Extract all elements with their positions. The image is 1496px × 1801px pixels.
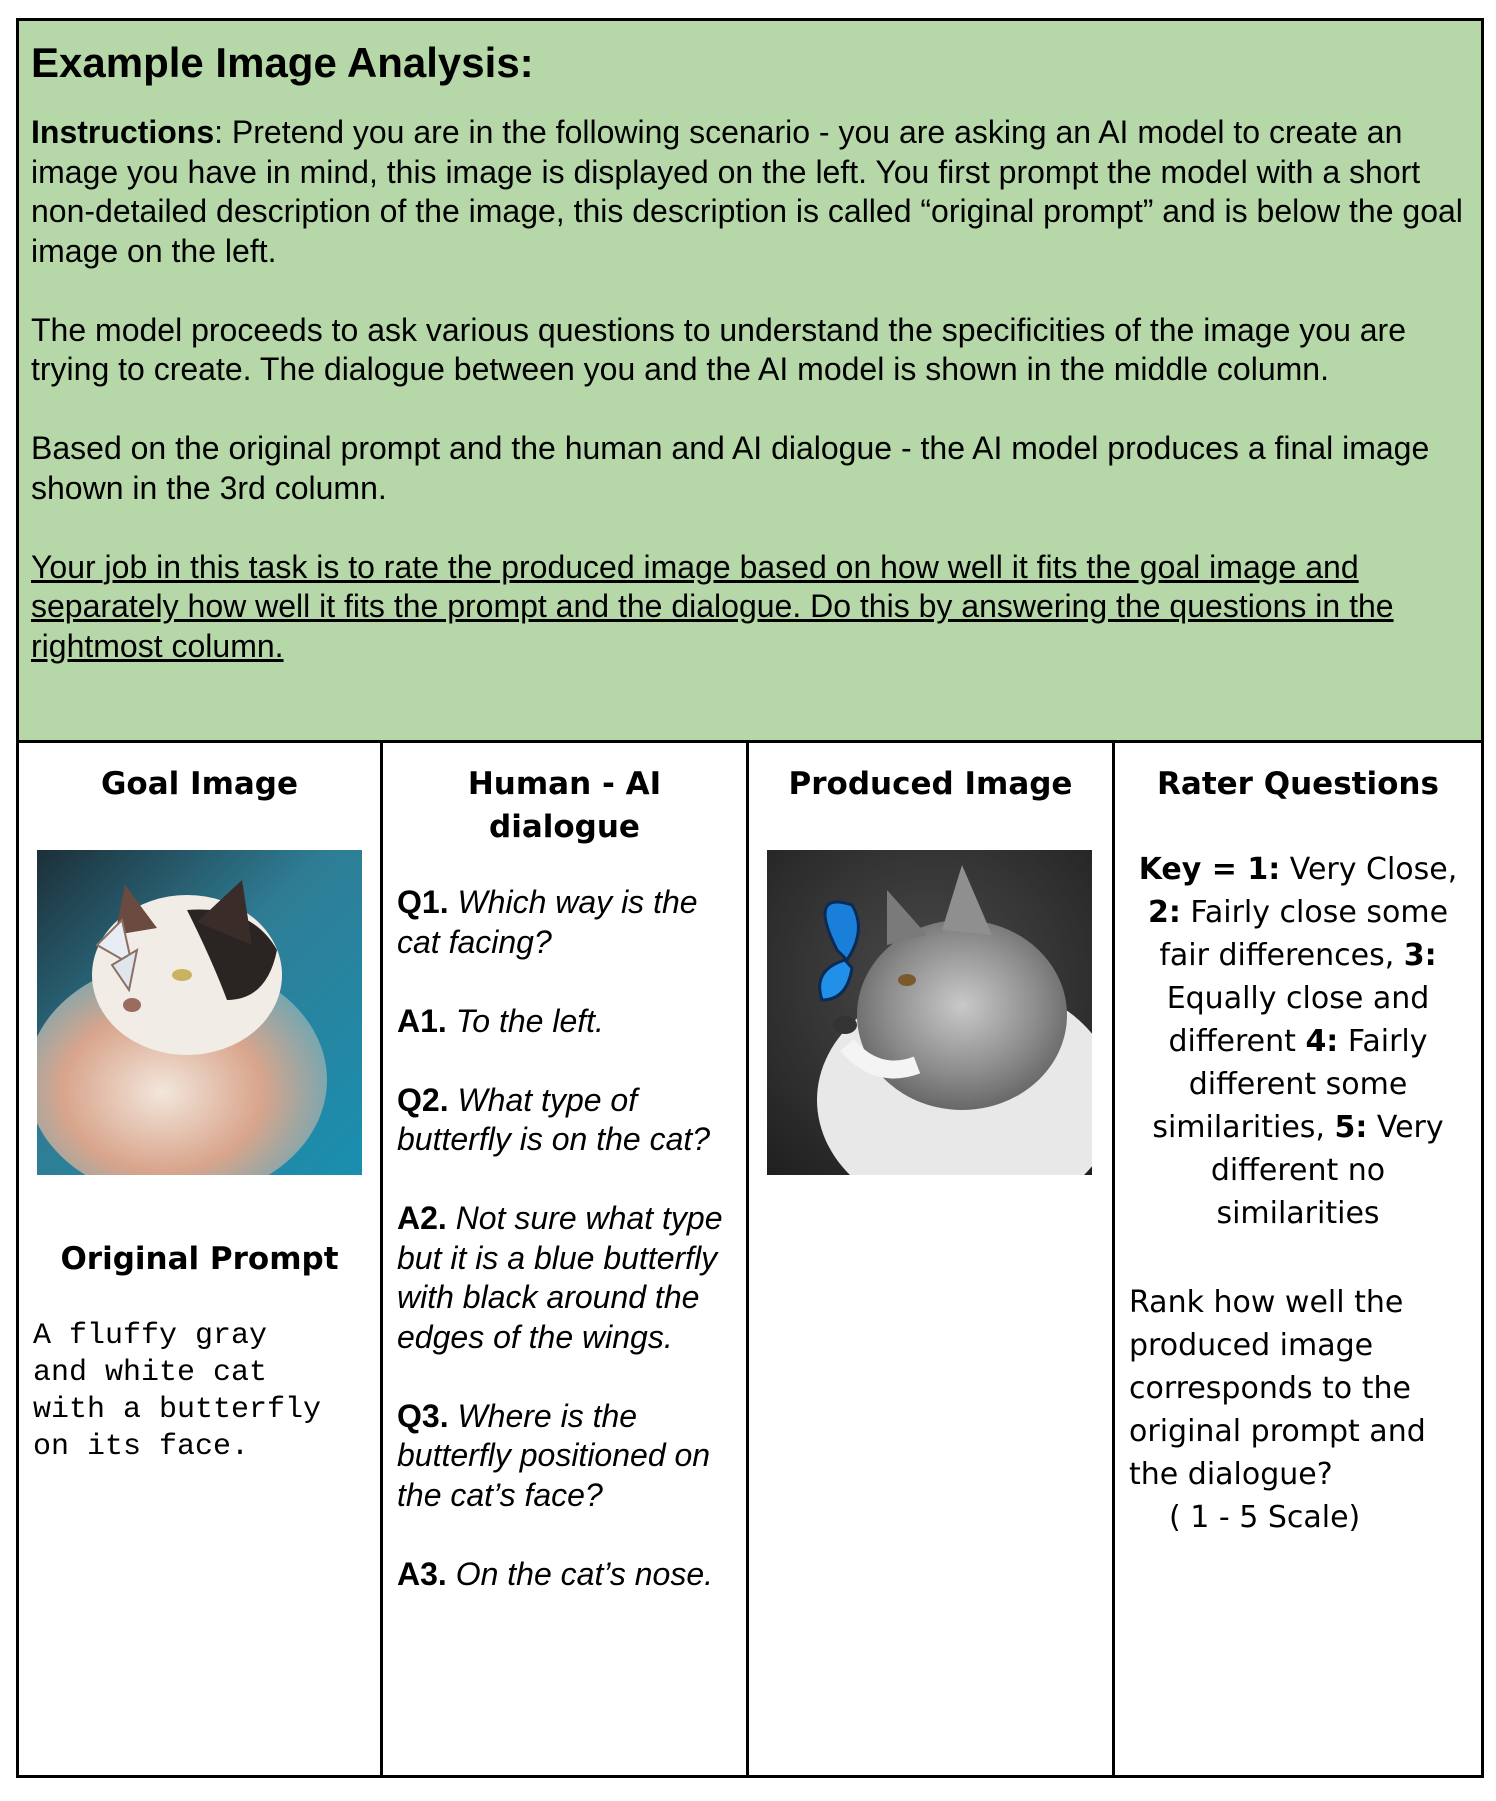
rank-question (1129, 1281, 1469, 1539)
dialogue-q2 (397, 1081, 737, 1160)
dialogue-a1 (397, 1002, 737, 1042)
key-text: Equally close and different (1166, 981, 1430, 1059)
dialogue-label: Q1. (397, 884, 449, 920)
key-text: Fairly different some similarities, (1152, 1024, 1428, 1145)
instructions-task-statement: Your job in this task is to rate the produced image based on how well it fits the goal image and separately how well it fits the prompt and the dialogue. Do this by answering the questions in the rightmost column. (31, 548, 1394, 664)
instructions-label: Instructions (31, 114, 215, 150)
dialogue-q1 (397, 883, 737, 962)
dialogue-text: Not sure what type but it is a blue butterfly with black around the edges of the wings. (397, 1200, 723, 1355)
instructions-paragraph-2: The model proceeds to ask various questions to understand the specificities of the image you are trying to create. The dialogue between you and the AI model is shown in the middle column. (31, 311, 1406, 387)
goal-image-column (19, 743, 383, 1778)
produced-image-column (749, 743, 1115, 1778)
produced-image-heading: Produced Image (788, 766, 1073, 802)
dialogue-list (397, 883, 737, 1634)
dialogue-a3 (397, 1555, 737, 1595)
instructions-paragraph-1 (31, 113, 1469, 271)
rank-question-text: Rank how well the produced image corresponds to the original prompt and the dialogue? (1129, 1285, 1426, 1492)
instructions-paragraph-3: Based on the original prompt and the human and AI dialogue - the AI model produces a final image shown in the 3rd column. (31, 430, 1430, 506)
dialogue-text: What type of butterfly is on the cat? (397, 1081, 711, 1157)
dialogue-column (383, 743, 749, 1778)
rater-questions-heading: Rater Questions (1157, 766, 1439, 802)
instructions-panel (19, 21, 1481, 743)
example-card (16, 18, 1484, 1778)
dialogue-text: On the cat’s nose. (446, 1555, 714, 1592)
instructions-text-1: : Pretend you are in the following scenario - you are asking an AI model to create an image you have in mind, this image is displayed on the left. You first prompt the model with a short non-detailed description of the image, this description is called “original prompt” and is below the goal image on the left. (31, 114, 1463, 269)
goal-image (37, 850, 362, 1175)
dialogue-heading: Human - AI dialogue (467, 766, 662, 845)
dialogue-text: Which way is the cat facing? (397, 884, 698, 960)
rater-questions-column (1115, 743, 1481, 1778)
dialogue-label: A1. (397, 1002, 447, 1039)
key-label: 5: (1334, 1110, 1368, 1145)
key-label: Key = 1: (1138, 852, 1281, 887)
rank-scale: ( 1 - 5 Scale) (1169, 1500, 1361, 1535)
goal-image-heading: Goal Image (100, 766, 299, 802)
key-text: Very different no similarities (1210, 1110, 1444, 1231)
page-title: Example Image Analysis: (31, 39, 534, 86)
key-text: Very Close, (1280, 852, 1458, 887)
analysis-columns (19, 743, 1481, 1778)
key-text: Fairly close some fair differences, (1159, 895, 1449, 973)
key-label: 4: (1305, 1024, 1339, 1059)
key-label: 3: (1403, 938, 1437, 973)
dialogue-label: A2. (397, 1200, 447, 1236)
original-prompt-heading: Original Prompt (60, 1241, 339, 1277)
dialogue-text: To the left. (446, 1002, 604, 1039)
dialogue-a2 (397, 1199, 737, 1357)
produced-image (767, 850, 1092, 1175)
dialogue-label: A3. (397, 1555, 447, 1592)
dialogue-label: Q3. (397, 1397, 449, 1434)
original-prompt-text: A fluffy gray and white cat with a butterfly on its face. (33, 1319, 322, 1464)
dialogue-label: Q2. (397, 1081, 449, 1118)
key-label: 2: (1147, 895, 1181, 930)
dialogue-q3 (397, 1397, 737, 1516)
rating-key (1125, 848, 1471, 1235)
dialogue-text: Where is the butterfly positioned on the cat’s face? (397, 1397, 711, 1513)
